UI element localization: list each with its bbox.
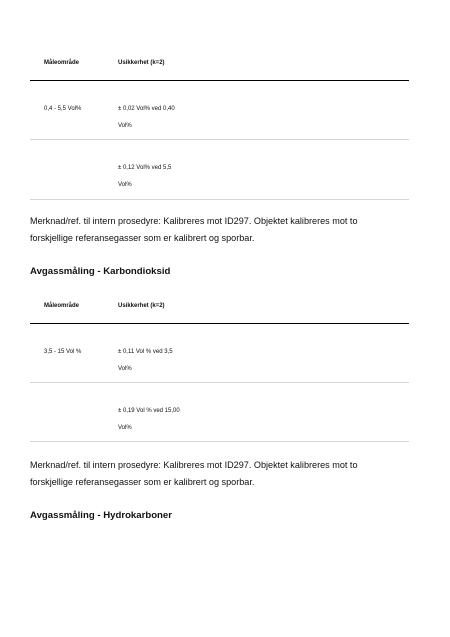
range-cell: 3,5 - 15 Vol %	[44, 349, 82, 355]
uncertainty-unit-cell: Vol%	[118, 182, 132, 188]
remark-line: Merknad/ref. til intern prosedyre: Kalibreres mot ID297. Objektet kalibreres mot to	[30, 216, 358, 226]
section-heading: Avgassmåling - Karbondioksid	[30, 266, 171, 277]
uncertainty-unit-cell: Vol%	[118, 425, 132, 431]
uncertainty-cell: ± 0,12 Vol% ved 5,5	[118, 165, 172, 171]
remark-line: Merknad/ref. til intern prosedyre: Kalibreres mot ID297. Objektet kalibreres mot to	[30, 460, 358, 470]
measurement-table-2	[30, 303, 409, 442]
column-header-range: Måleområde	[44, 303, 80, 309]
table-header	[30, 303, 409, 324]
uncertainty-unit-cell: Vol%	[118, 366, 132, 372]
remark-paragraph-2	[30, 457, 420, 491]
table-row	[30, 140, 409, 200]
column-header-uncertainty: Usikkerhet (k=2)	[118, 60, 165, 66]
column-header-uncertainty: Usikkerhet (k=2)	[118, 303, 165, 309]
uncertainty-cell: ± 0,02 Vol% ved 0,40	[118, 106, 175, 112]
range-cell: 0,4 - 5,5 Vol%	[44, 106, 82, 112]
table-row	[30, 324, 409, 383]
table-header	[30, 60, 409, 81]
remark-line: forskjellige referansegasser som er kalibrert og sporbar.	[30, 477, 255, 487]
column-header-range: Måleområde	[44, 60, 80, 66]
table-row	[30, 81, 409, 140]
uncertainty-cell: ± 0,11 Vol % ved 3,5	[118, 349, 173, 355]
uncertainty-unit-cell: Vol%	[118, 123, 132, 129]
table-row	[30, 383, 409, 442]
remark-paragraph-1	[30, 213, 420, 247]
remark-line: forskjellige referansegasser som er kalibrert og sporbar.	[30, 233, 255, 243]
section-heading: Avgassmåling - Hydrokarboner	[30, 510, 172, 521]
measurement-table-1	[30, 60, 409, 200]
uncertainty-cell: ± 0,19 Vol % ved 15,00	[118, 408, 180, 414]
